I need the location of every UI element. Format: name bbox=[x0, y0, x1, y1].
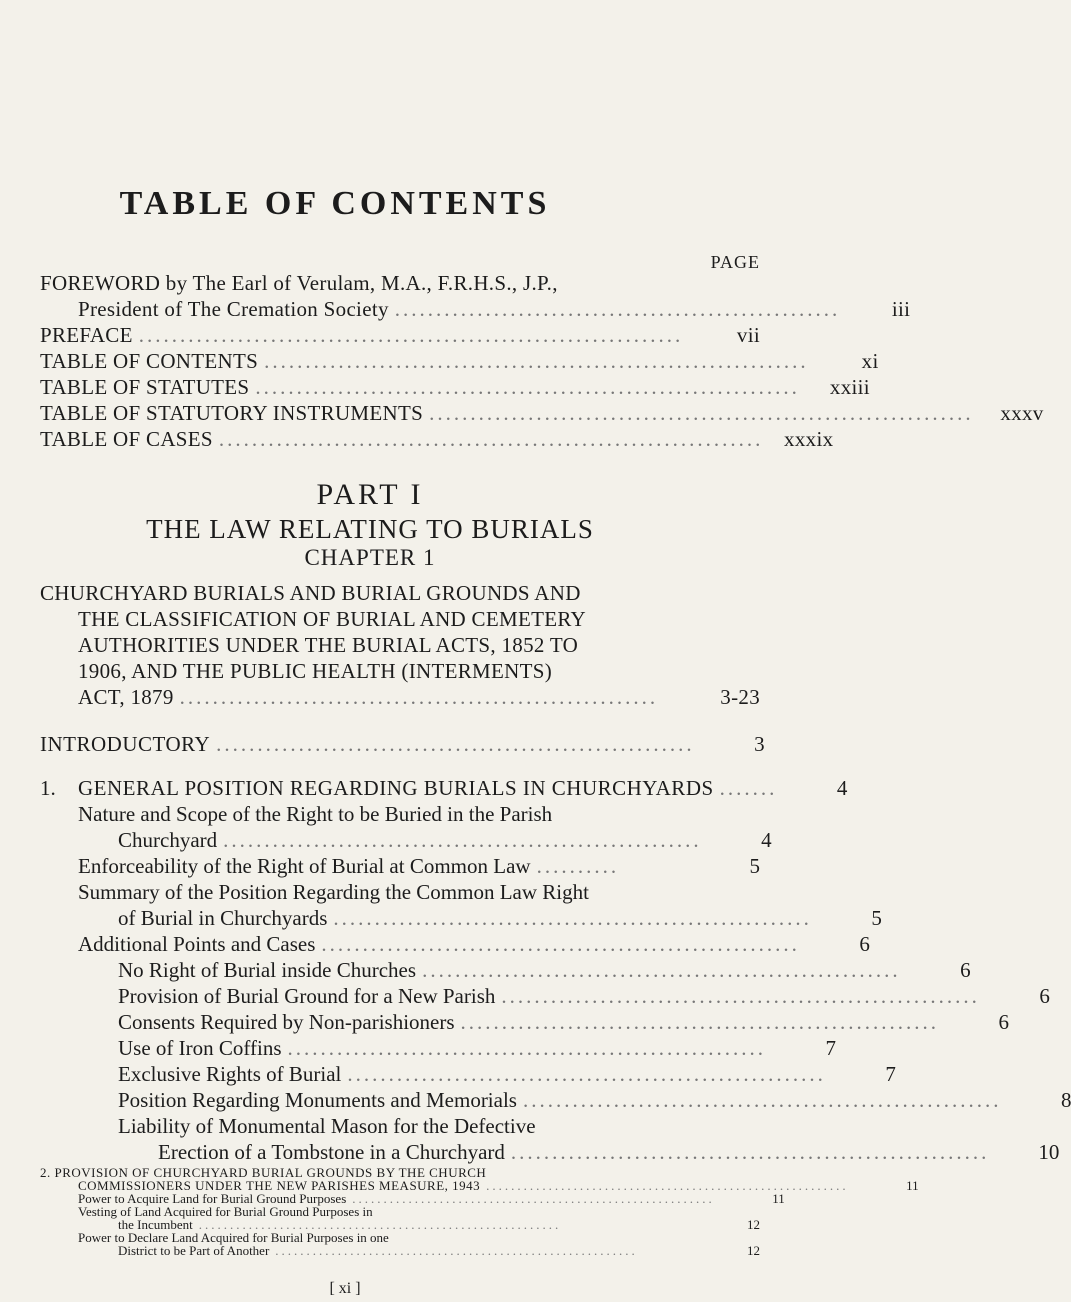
entry-line1: Liability of Monumental Mason for the Defective bbox=[118, 1114, 536, 1138]
entry-title: Use of Iron Coffins bbox=[118, 1036, 282, 1060]
page-title: TABLE OF CONTENTS bbox=[119, 185, 551, 222]
entry-line1: Vesting of Land Acquired for Burial Ground Purposes in bbox=[78, 1204, 373, 1219]
entry-title: Position Regarding Monuments and Memorials bbox=[118, 1088, 517, 1112]
toc-entry bbox=[78, 296, 911, 322]
page-number: 5 bbox=[871, 906, 882, 930]
page-number: 4 bbox=[836, 776, 848, 800]
page-number: 11 bbox=[906, 1178, 919, 1193]
page-number: 3-23 bbox=[720, 685, 760, 709]
page-number: vii bbox=[736, 323, 760, 347]
toc-entry bbox=[40, 322, 760, 348]
leader-dots: .................................................................. bbox=[138, 323, 684, 347]
chapter-title-line: CHURCHYARD BURIALS AND BURIAL GROUNDS AND bbox=[40, 581, 581, 605]
page-number: xxxix bbox=[784, 427, 834, 451]
entry-title: District to be Part of Another bbox=[118, 1243, 270, 1258]
page-number: 6 bbox=[859, 932, 870, 956]
entry-line1: Power to Declare Land Acquired for Burial Purposes in one bbox=[78, 1230, 389, 1245]
toc-entry bbox=[40, 400, 1044, 426]
page-number: 12 bbox=[747, 1243, 760, 1258]
leader-dots: .................................................................. bbox=[264, 349, 809, 373]
toc-subentry bbox=[158, 1140, 1060, 1165]
section-2-title: 2. PROVISION OF CHURCHYARD BURIAL GROUNDS BY THE CHURCH bbox=[40, 1165, 487, 1180]
page-number: 6 bbox=[1039, 984, 1050, 1008]
leader-dots: ...................................................... bbox=[394, 297, 841, 321]
page-number: 6 bbox=[960, 958, 971, 982]
part-title: THE LAW RELATING TO BURIALS bbox=[146, 514, 594, 544]
toc-subentry bbox=[118, 984, 1050, 1009]
page-number: 10 bbox=[1038, 1140, 1060, 1164]
entry-title: Provision of Burial Ground for a New Parish bbox=[118, 984, 496, 1008]
entry-title: PREFACE bbox=[40, 323, 133, 347]
toc-entry bbox=[78, 684, 760, 710]
entry-title: TABLE OF STATUTORY INSTRUMENTS bbox=[40, 401, 424, 425]
chapter-title-last: ACT, 1879 bbox=[78, 685, 174, 709]
leader-dots: .......................................................... bbox=[422, 958, 901, 982]
chapter-title-line: AUTHORITIES UNDER THE BURIAL ACTS, 1852 TO bbox=[78, 633, 579, 657]
toc-entry bbox=[118, 828, 772, 853]
entry-line1: Summary of the Position Regarding the Common Law Right bbox=[78, 880, 589, 904]
leader-dots: .......................................................... bbox=[333, 906, 812, 930]
toc-subentry bbox=[118, 1036, 837, 1061]
entry-title: COMMISSIONERS UNDER THE NEW PARISHES MEASURE, 1943 bbox=[78, 1178, 481, 1193]
page-number: xxxv bbox=[1000, 401, 1044, 425]
entry-line2: Churchyard bbox=[118, 828, 218, 852]
foreword-line2: President of The Cremation Society bbox=[78, 297, 389, 321]
toc-entry bbox=[40, 374, 870, 400]
leader-dots: .......................................................... bbox=[179, 685, 659, 709]
toc-entry bbox=[40, 348, 879, 374]
entry-title: Additional Points and Cases bbox=[78, 932, 316, 956]
leader-dots: .......................................................... bbox=[321, 932, 800, 956]
leader-dots: .......................................................... bbox=[216, 732, 695, 756]
entry-title: INTRODUCTORY bbox=[40, 732, 211, 756]
leader-dots: .......................................................... bbox=[460, 1010, 940, 1034]
leader-dots: .......................................................... bbox=[501, 984, 980, 1008]
foreword-line1: FOREWORD by The Earl of Verulam, M.A., F.R.H.S., J.P., bbox=[40, 271, 558, 295]
entry-line1: Nature and Scope of the Right to be Buried in the Parish bbox=[78, 802, 553, 826]
leader-dots: .......................................................... bbox=[275, 1243, 638, 1258]
page-number: xi bbox=[861, 349, 879, 373]
section-number: 1. bbox=[40, 776, 56, 800]
part-heading: PART I bbox=[316, 478, 424, 511]
toc-entry bbox=[78, 854, 760, 879]
leader-dots: .......................................................... bbox=[198, 1217, 562, 1232]
page-number: 7 bbox=[885, 1062, 896, 1086]
leader-dots: .......................................................... bbox=[287, 1036, 767, 1060]
page-number: 12 bbox=[747, 1217, 760, 1232]
entry-title: No Right of Burial inside Churches bbox=[118, 958, 417, 982]
chapter-title-line: THE CLASSIFICATION OF BURIAL AND CEMETERY bbox=[78, 607, 586, 631]
toc-entry bbox=[118, 906, 882, 931]
section-title: GENERAL POSITION REGARDING BURIALS IN CHURCHYARDS bbox=[78, 776, 714, 800]
page-number: iii bbox=[891, 297, 911, 321]
leader-dots: .......................................................... bbox=[223, 828, 702, 852]
toc-subentry bbox=[118, 1010, 1010, 1035]
entry-title: TABLE OF CASES bbox=[40, 427, 213, 451]
page-number: 6 bbox=[998, 1010, 1010, 1034]
leader-dots: .................................................................. bbox=[218, 427, 764, 451]
page-column-header: PAGE bbox=[710, 252, 760, 272]
entry-title: TABLE OF STATUTES bbox=[40, 375, 250, 399]
entry-line2: of Burial in Churchyards bbox=[118, 906, 328, 930]
leader-dots: ....... bbox=[719, 776, 778, 800]
entry-title: Power to Acquire Land for Burial Ground Purposes bbox=[78, 1191, 347, 1206]
leader-dots: .......................................................... bbox=[510, 1140, 990, 1164]
page-number: 4 bbox=[761, 828, 772, 852]
entry-title: Exclusive Rights of Burial bbox=[118, 1062, 342, 1086]
page-number: 5 bbox=[749, 854, 760, 878]
leader-dots: .......... bbox=[536, 854, 620, 878]
page-number: 7 bbox=[825, 1036, 837, 1060]
toc-entry bbox=[40, 732, 765, 757]
leader-dots: .......................................................... bbox=[352, 1191, 715, 1206]
entry-title: TABLE OF CONTENTS bbox=[40, 349, 259, 373]
toc-subentry bbox=[118, 958, 971, 983]
page-number: 3 bbox=[754, 732, 765, 756]
leader-dots: .................................................................. bbox=[429, 401, 974, 425]
leader-dots: .................................................................. bbox=[255, 375, 800, 399]
page-number: 8 bbox=[1060, 1088, 1071, 1112]
toc-section bbox=[40, 776, 848, 801]
leader-dots: .......................................................... bbox=[522, 1088, 1002, 1112]
entry-title: the Incumbent bbox=[118, 1217, 193, 1232]
chapter-heading: CHAPTER 1 bbox=[304, 545, 436, 570]
page-number: xxiii bbox=[829, 375, 870, 399]
entry-title: Consents Required by Non-parishioners bbox=[118, 1010, 455, 1034]
page-footer: [ xi ] bbox=[329, 1280, 361, 1297]
chapter-title-line: 1906, AND THE PUBLIC HEALTH (INTERMENTS) bbox=[78, 659, 552, 683]
toc-entry bbox=[40, 426, 834, 452]
toc-entry bbox=[78, 932, 870, 957]
entry-title: Enforceability of the Right of Burial at Common Law bbox=[78, 854, 531, 878]
page-number: 11 bbox=[772, 1191, 785, 1206]
leader-dots: .......................................................... bbox=[486, 1178, 849, 1193]
entry-line2: Erection of a Tombstone in a Churchyard bbox=[158, 1140, 505, 1164]
toc-subentry bbox=[118, 1062, 896, 1087]
leader-dots: .......................................................... bbox=[347, 1062, 826, 1086]
toc-subentry bbox=[118, 1088, 1071, 1113]
